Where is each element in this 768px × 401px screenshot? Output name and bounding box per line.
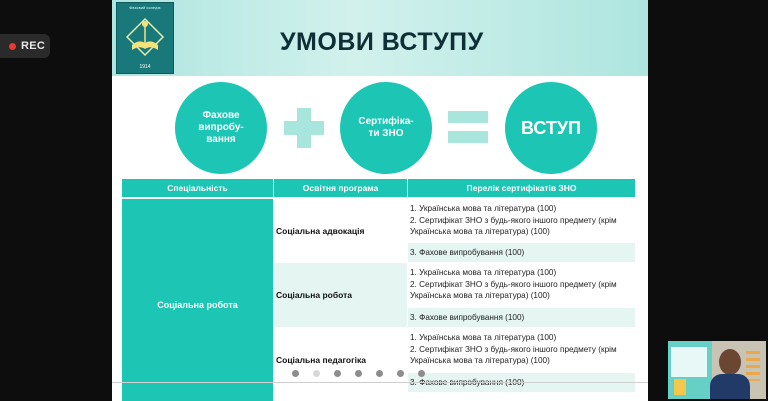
person-body [710, 374, 750, 399]
webcam-shelf [746, 351, 760, 381]
equals-icon [448, 111, 488, 123]
exam-requirement-cell: 3. Фахове випробування (100) [408, 243, 635, 262]
admission-circle-label: ВСТУП [521, 117, 581, 138]
presentation-slide [112, 0, 648, 401]
person-head [719, 349, 741, 375]
plus-icon-vertical [297, 108, 311, 148]
footer-divider [112, 382, 648, 383]
slide-banner [112, 0, 648, 76]
certificates-circle-label: Сертифіка-ти ЗНО [358, 116, 414, 139]
exam-requirement-cell: 3. Фахове випробування (100) [408, 308, 635, 327]
table-header-program: Освітня програма [274, 179, 408, 197]
pagination-dot[interactable] [397, 370, 404, 377]
pagination-dot[interactable] [292, 370, 299, 377]
cert-item: 2. Сертифікат ЗНО з будь-якого іншого предмету (крім Українська мова та література) (100) [410, 279, 617, 300]
cert-item: 1. Українська мова та література (100) [410, 268, 557, 277]
slide-title: УМОВИ ВСТУПУ [280, 28, 484, 56]
record-dot-icon [9, 43, 16, 50]
college-logo [116, 2, 174, 74]
admission-circle [505, 82, 597, 174]
program-cell: Соціальна адвокація [274, 199, 407, 262]
pagination-dot[interactable] [355, 370, 362, 377]
webcam-poster [671, 347, 707, 377]
cert-item: 2. Сертифікат ЗНО з будь-якого іншого предмету (крім Українська мова та література) (100) [410, 215, 617, 236]
pagination-dot-active[interactable] [313, 370, 320, 377]
logo-year: 1914 [139, 64, 151, 70]
equals-icon-lower [448, 131, 488, 143]
certificates-cell [408, 328, 635, 372]
program-cell: Соціальна робота [274, 263, 407, 327]
cert-item: 1. Українська мова та література (100) [410, 333, 557, 342]
slide-pagination [292, 370, 425, 377]
exam-circle [175, 82, 267, 174]
pagination-dot[interactable] [418, 370, 425, 377]
cert-item: 2. Сертифікат ЗНО з будь-якого іншого предмету (крім Українська мова та література) (100) [410, 344, 617, 365]
table-header-specialty: Спеціальність [122, 179, 274, 197]
book-emblem-icon [117, 3, 173, 73]
cert-item: 1. Українська мова та література (100) [410, 204, 557, 213]
table-header-certificates: Перелік сертифікатів ЗНО [408, 179, 635, 197]
program-cell: Соціальна педагогіка [274, 328, 407, 392]
webcam-thumbnail[interactable] [668, 341, 766, 399]
recording-indicator [0, 34, 50, 58]
webcam-badge [674, 379, 686, 395]
pagination-dot[interactable] [376, 370, 383, 377]
pagination-dot[interactable] [334, 370, 341, 377]
logo-text: Фаховий коледж [129, 6, 161, 10]
certificates-cell [408, 199, 635, 242]
specialty-cell: Соціальна робота [122, 199, 273, 401]
recording-label: REC [21, 40, 46, 52]
certificates-circle [340, 82, 432, 174]
certificates-cell [408, 263, 635, 307]
exam-circle-label: Фахове випробу-вання [198, 110, 244, 145]
